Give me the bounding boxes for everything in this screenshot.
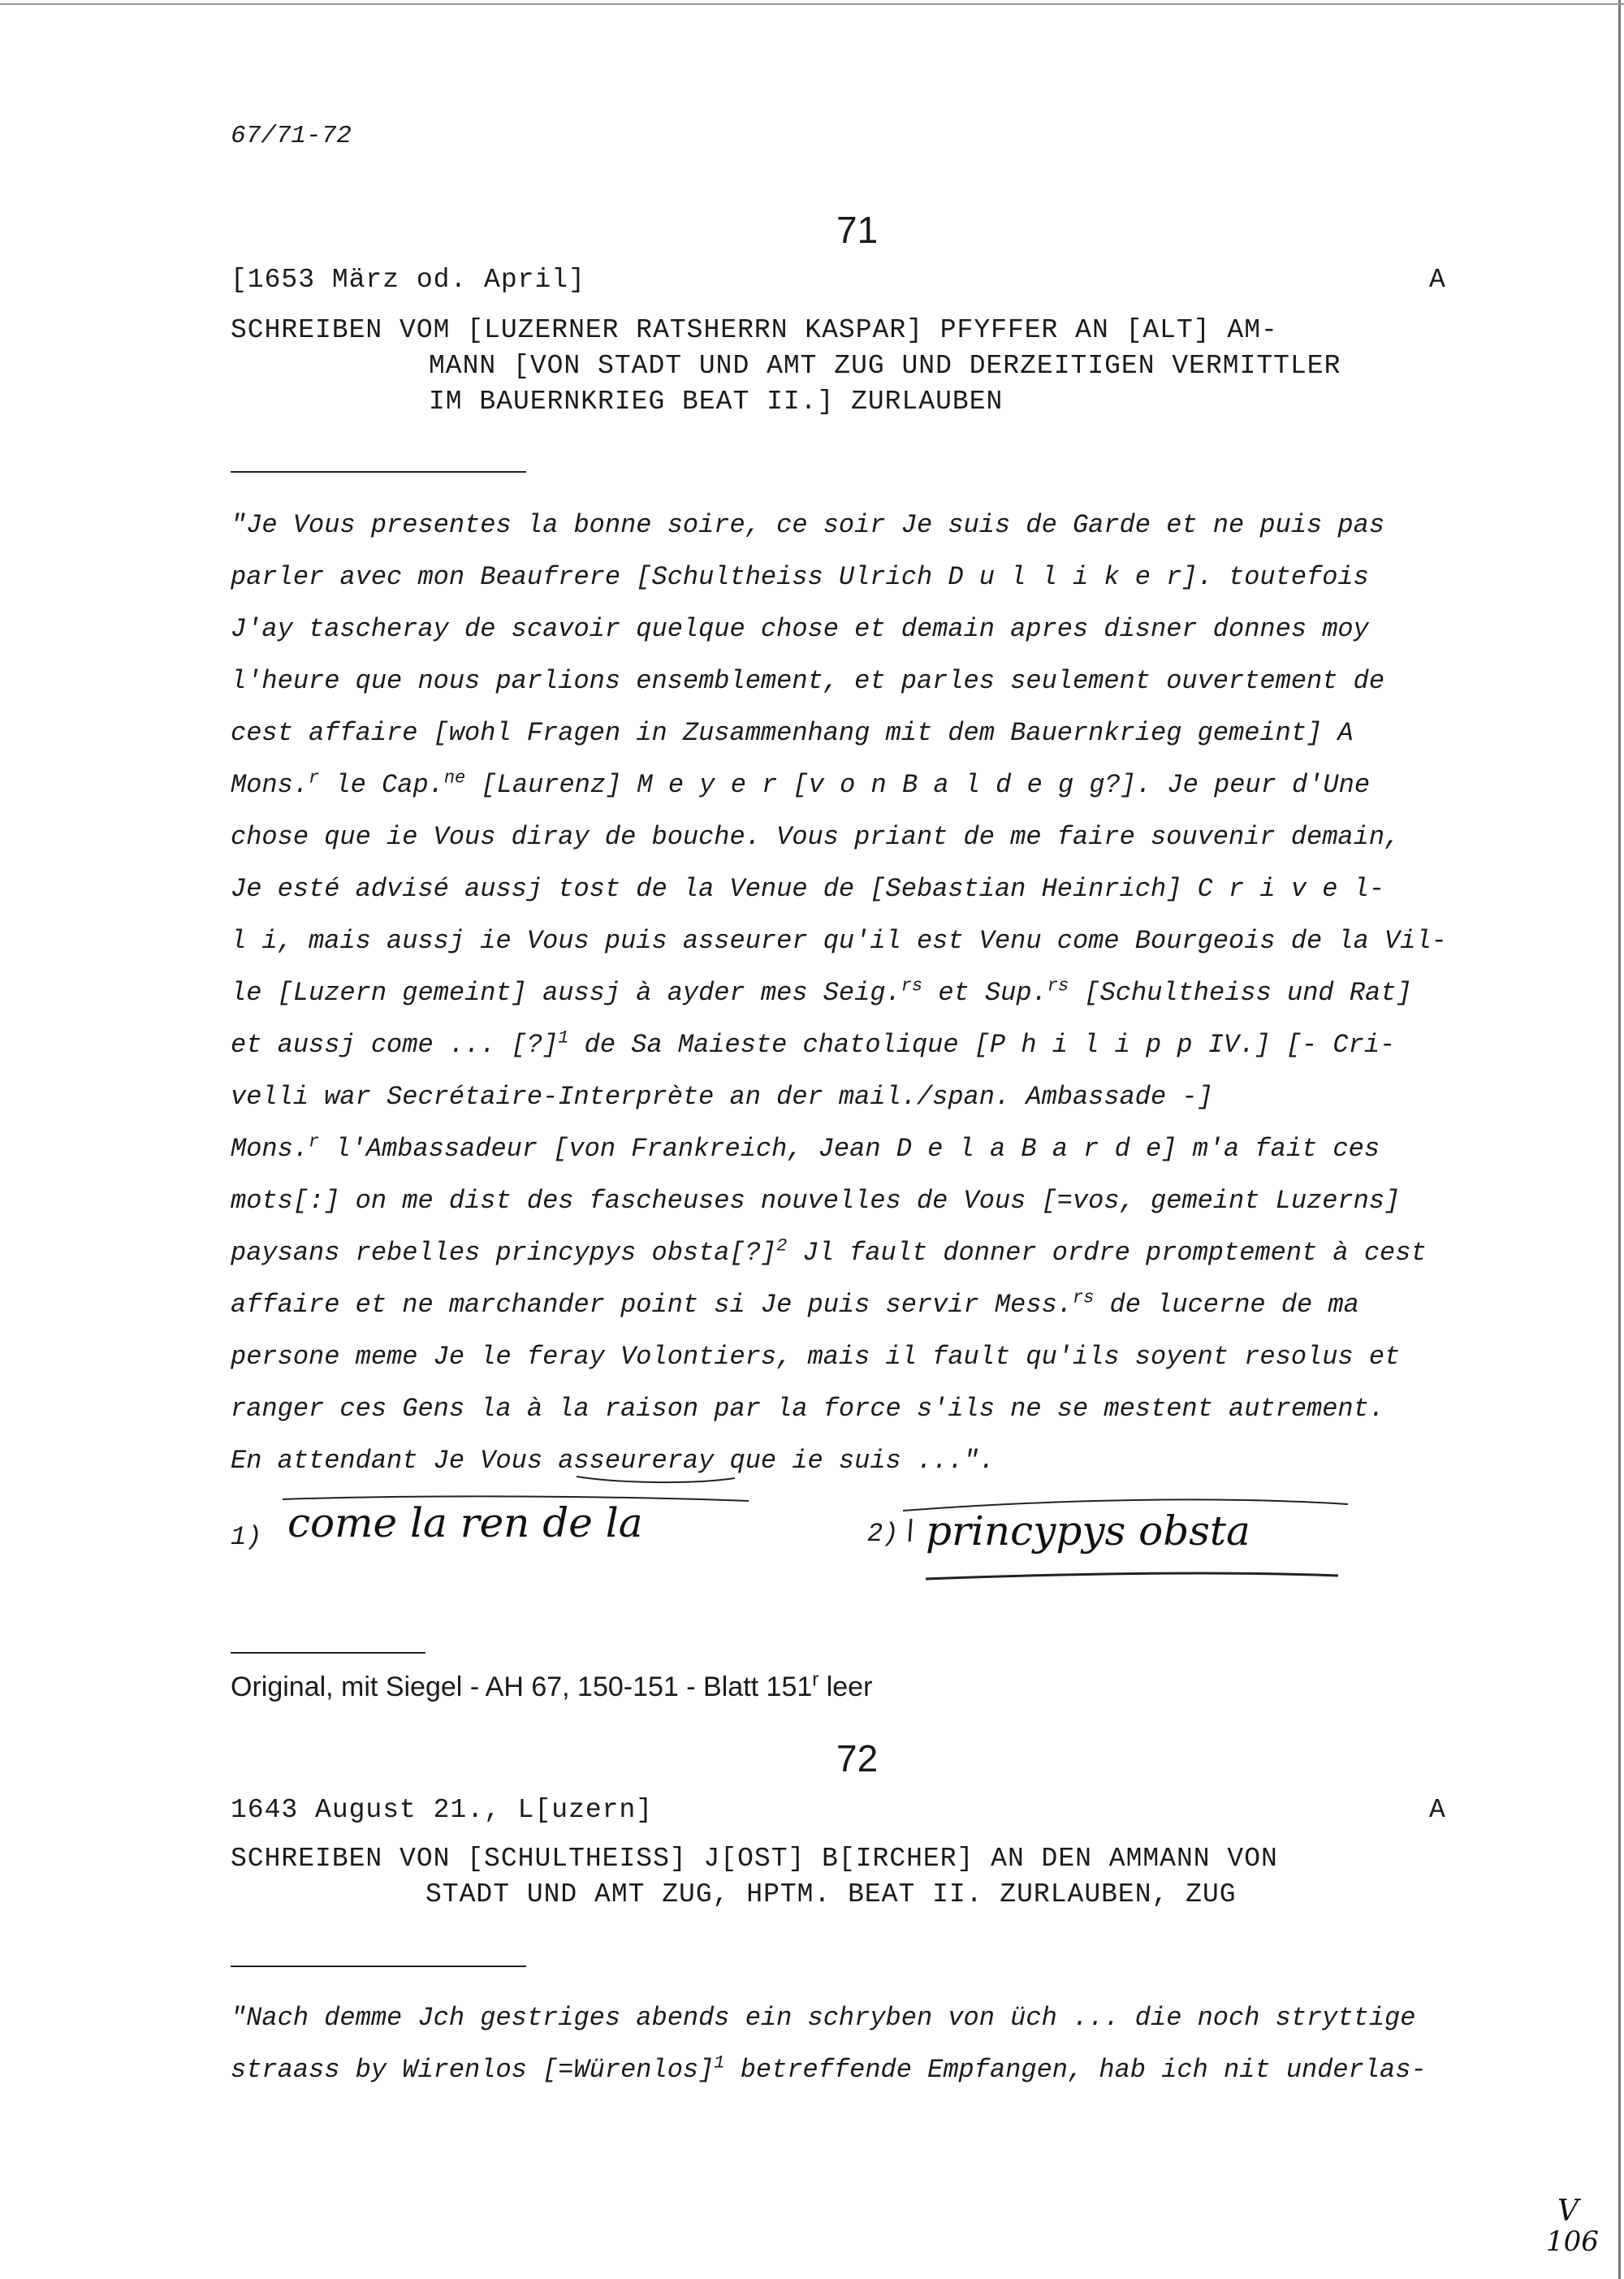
title-line: IM BAUERNKRIEG BEAT II.] ZURLAUBEN [429,387,1004,417]
text-span: leer [818,1671,873,1702]
scan-edge [1618,0,1621,2279]
pagemark-letter: V [1557,2195,1579,2228]
footnote-label: 1) [231,1522,262,1552]
title-line: MANN [VON STADT UND AMT ZUG UND DERZEITIGEN VERMITTLER [429,351,1341,381]
superscript: r [812,1668,819,1691]
text-span: le [Luzern gemeint] aussj à ayder mes Seig. [231,978,901,1008]
separator-rule [231,1652,425,1654]
text-line: l i, mais aussj ie Vous puis asseurer qu'il est Venu come Bourgeois de la Vil- [231,926,1447,956]
pagemark-number: 106 [1546,2225,1599,2258]
document-reference: 67/71-72 [231,122,352,150]
title-line: SCHREIBEN VOM [LUZERNER RATSHERRN KASPAR] PFYFFER AN [ALT] AM- [231,315,1278,345]
superscript: rs [1072,1287,1095,1308]
footnote-label: 2) [867,1519,899,1549]
text-span: de Sa Maieste chatolique [P h i l i p p IV.] [- Cri- [568,1030,1396,1060]
scan-edge [0,3,1624,5]
superscript: 1 [558,1027,569,1049]
text-span: et Sup. [922,978,1047,1008]
title-line: SCHREIBEN VON [SCHULTHEISS] J[OST] B[IRCHER] AN DEN AMMANN VON [231,1844,1278,1874]
text-span: Mons. [231,1134,309,1164]
text-span: le Cap. [319,770,444,800]
text-span: l'Ambassadeur [von Frankreich, Jean D e l a B a r d e] m'a fait ces [319,1134,1380,1164]
document-number: 71 [836,209,879,251]
superscript: 1 [714,2052,725,2074]
text-line: l'heure que nous parlions ensemblement, et parles seulement ouvertement de [231,666,1385,696]
document-marker: A [1429,1795,1446,1825]
text-span: Jl fault donner ordre promptement à cest [787,1238,1427,1268]
text-span: affaire et ne marchander point si Je puis servir Mess. [231,1290,1073,1320]
text-line: ranger ces Gens la à la raison par la force s'ils ne se mestent autrement. [231,1394,1385,1424]
handwriting-facsimile: come la ren de la [287,1499,643,1546]
text-span: straass by Wirenlos [=Würenlos] [231,2055,715,2085]
text-line [231,2052,1427,2085]
text-line: "Je Vous presentes la bonne soire, ce soir Je suis de Garde et ne puis pas [231,510,1385,540]
document-marker: A [1429,265,1446,295]
document-date: 1643 August 21., L[uzern] [231,1795,654,1825]
text-line: cest affaire [wohl Fragen in Zusammenhang mit dem Bauernkrieg gemeint] A [231,718,1354,748]
text-line: parler avec mon Beaufrere [Schultheiss Ulrich D u l l i k e r]. toutefois [231,562,1369,592]
separator-rule [231,1965,526,1967]
text-span: Mons. [231,770,309,800]
text-line: En attendant Je Vous asseureray que ie suis ...". [231,1446,995,1476]
text-line: chose que ie Vous diray de bouche. Vous priant de me faire souvenir demain, [231,822,1401,852]
title-line: STADT UND AMT ZUG, HPTM. BEAT II. ZURLAUBEN, ZUG [425,1879,1237,1909]
text-span: Original, mit Siegel - AH 67, 150-151 - Blatt 151 [231,1671,813,1702]
source-note [231,1668,873,1703]
text-span: [Laurenz] M e y e r [v o n B a l d e g g?]. Je peur d'Une [465,770,1371,800]
document-number: 72 [836,1737,879,1780]
text-line: persone meme Je le feray Volontiers, mais il fault qu'ils soyent resolus et [231,1342,1401,1372]
handwriting-facsimile: princypys obsta [926,1507,1250,1555]
superscript: rs [901,975,923,997]
superscript: rs [1047,975,1069,997]
text-line: "Nach demme Jch gestriges abends ein schryben von üch ... die noch stryttige [231,2003,1416,2033]
text-span: betreffende Empfangen, hab ich nit underlas- [724,2055,1427,2085]
superscript: ne [443,768,466,789]
text-line: J'ay tascheray de scavoir quelque chose et demain apres disner donnes moy [231,614,1369,644]
superscript: r [309,1131,320,1152]
document-date: [1653 März od. April] [231,265,585,295]
text-line: velli war Secrétaire-Interprète an der mail./span. Ambassade -] [231,1082,1213,1112]
text-line: Je esté advisé aussj tost de la Venue de [Sebastian Heinrich] C r i v e l- [231,874,1385,904]
superscript: r [309,768,320,789]
text-span: paysans rebelles princypys obsta[?] [231,1238,777,1268]
text-line: mots[:] on me dist des fascheuses nouvelles de Vous [=vos, gemeint Luzerns] [231,1186,1401,1216]
text-span: de lucerne de ma [1094,1290,1359,1320]
text-span: et aussj come ... [?] [231,1030,559,1060]
text-span: [Schultheiss und Rat] [1069,978,1412,1008]
superscript: 2 [776,1235,788,1256]
